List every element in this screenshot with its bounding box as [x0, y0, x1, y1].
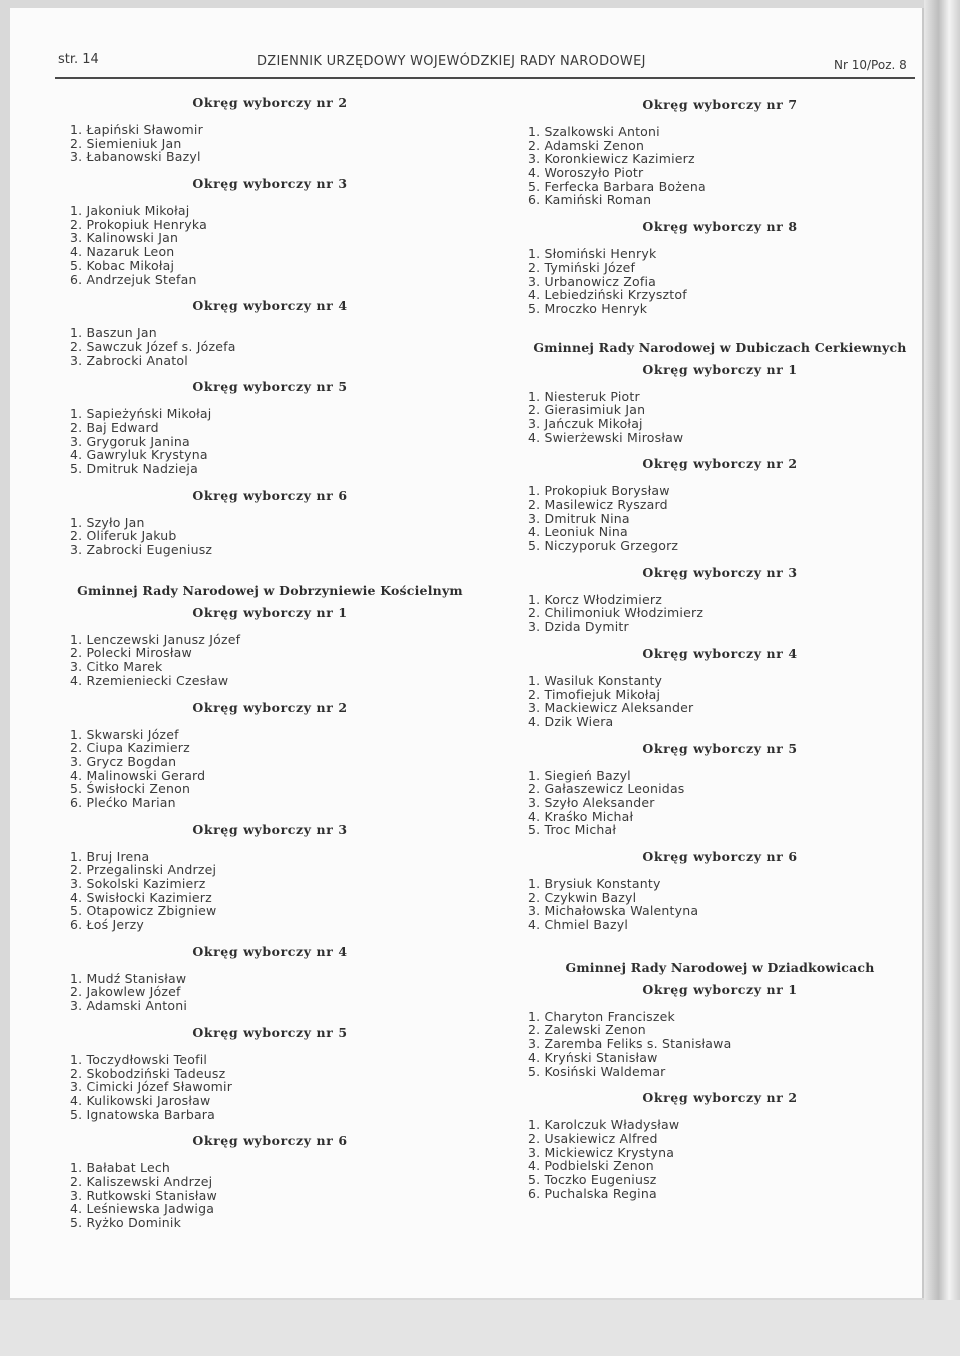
district-block — [528, 457, 912, 552]
candidate-name: 2. Ciupa Kazimierz — [70, 740, 190, 756]
candidate-list — [70, 204, 470, 286]
candidate-name: 2. Gierasimiuk Jan — [528, 402, 646, 418]
candidate-name: 5. Ferfecka Barbara Bożena — [528, 178, 706, 194]
candidate-name: 4. Woroszyło Piotr — [528, 165, 644, 181]
district-heading: Okręg wyborczy nr 5 — [192, 379, 348, 395]
candidate-name: 3. Dmitruk Nina — [528, 510, 630, 526]
district-block — [70, 177, 470, 286]
district-block — [528, 647, 912, 729]
candidate-name: 3. Mickiewicz Krystyna — [528, 1144, 675, 1160]
candidate-name: 4. Swierżewski Mirosław — [528, 429, 684, 445]
district-block — [528, 983, 912, 1078]
candidate-name: 3. Cimicki Józef Sławomir — [70, 1079, 233, 1095]
candidate-name: 5. Kosiński Waldemar — [528, 1063, 666, 1079]
candidate-name: 1. Lenczewski Janusz Józef — [70, 631, 241, 647]
candidate-name: 2. Chilimoniuk Włodzimierz — [528, 605, 704, 621]
candidate-list — [70, 123, 470, 164]
candidate-list — [528, 593, 912, 634]
candidate-name: 3. Zaremba Feliks s. Stanisława — [528, 1036, 732, 1052]
district-heading: Okręg wyborczy nr 3 — [192, 821, 348, 837]
candidate-name: 5. Ignatowska Barbara — [70, 1106, 216, 1122]
candidate-name: 2. Sawczuk Józef s. Józefa — [70, 338, 236, 354]
candidate-name: 1. Karolczuk Władysław — [528, 1117, 680, 1133]
candidate-name: 3. Kalinowski Jan — [70, 230, 179, 246]
candidate-list — [70, 850, 470, 932]
district-block — [70, 489, 470, 557]
district-heading: Okręg wyborczy nr 6 — [192, 487, 348, 503]
candidate-name: 1. Siegień Bazyl — [528, 767, 631, 783]
district-block — [528, 1091, 912, 1200]
candidate-list — [70, 1053, 470, 1121]
candidate-name: 2. Gałaszewicz Leonidas — [528, 781, 685, 797]
candidate-name: 4. Chmiel Bazyl — [528, 917, 629, 933]
candidate-name: 3. Zabrocki Anatol — [70, 352, 188, 368]
candidate-name: 1. Bruj Irena — [70, 848, 150, 864]
candidate-name: 5. Dmitruk Nadzieja — [70, 461, 198, 476]
candidate-list — [70, 326, 470, 367]
council-heading: Gminnej Rady Narodowej w Dziadkowicach — [565, 959, 875, 975]
candidate-name: 3. Urbanowicz Zofia — [528, 273, 657, 289]
district-heading: Okręg wyborczy nr 1 — [642, 981, 798, 997]
candidate-list — [70, 972, 470, 1013]
candidate-name: 2. Prokopiuk Henryka — [70, 216, 207, 232]
candidate-name: 2. Kaliszewski Andrzej — [70, 1173, 213, 1189]
candidate-name: 2. Przegalinski Andrzej — [70, 862, 217, 878]
candidate-list — [528, 1118, 912, 1200]
candidate-name: 4. Swisłocki Kazimierz — [70, 889, 212, 905]
candidate-name: 4. Malinowski Gerard — [70, 767, 206, 783]
district-block — [70, 299, 470, 367]
candidate-list — [528, 484, 912, 552]
candidate-name: 1. Szalkowski Antoni — [528, 124, 660, 139]
council-heading: Gminnej Rady Narodowej w Dobrzyniewie Kościelnym — [77, 582, 463, 598]
candidate-name: 2. Siemieniuk Jan — [70, 135, 182, 151]
candidate-name: 4. Kulikowski Jarosław — [70, 1092, 211, 1108]
council-heading: Gminnej Rady Narodowej w Dubiczach Cerkiewnych — [533, 339, 907, 355]
candidate-list — [70, 633, 470, 688]
page-header — [0, 0, 960, 90]
candidate-name: 2. Oliferuk Jakub — [70, 528, 177, 544]
candidate-name: 3. Zabrocki Eugeniusz — [70, 542, 213, 558]
journal-title: DZIENNIK URZĘDOWY WOJEWÓDZKIEJ RADY NARODOWEJ — [257, 54, 646, 69]
candidate-name: 6. Andrzejuk Stefan — [70, 271, 197, 287]
candidate-name: 2. Baj Edward — [70, 419, 159, 435]
candidate-name: 3. Dzida Dymitr — [528, 619, 629, 635]
candidate-list — [528, 125, 912, 207]
candidate-name: 3. Mackiewicz Aleksander — [528, 700, 694, 716]
district-heading: Okręg wyborczy nr 2 — [192, 95, 348, 110]
candidate-name: 1. Sapieżyński Mikołaj — [70, 406, 212, 422]
candidate-name: 5. Toczko Eugeniusz — [528, 1171, 657, 1187]
candidate-name: 3. Łabanowski Bazyl — [70, 149, 201, 165]
candidate-name: 4. Dzik Wiera — [528, 713, 614, 729]
candidate-name: 1. Jakoniuk Mikołaj — [70, 203, 190, 219]
candidate-name: 1. Łapiński Sławomir — [70, 122, 203, 137]
district-block — [70, 96, 470, 164]
candidate-name: 4. Kryński Stanisław — [528, 1049, 658, 1065]
candidate-name: 5. Kobac Mikołaj — [70, 257, 175, 273]
candidate-name: 4. Leoniuk Nina — [528, 524, 628, 540]
district-block — [70, 823, 470, 932]
district-block — [528, 566, 912, 634]
candidate-name: 3. Grycz Bogdan — [70, 753, 177, 769]
candidate-name: 5. Ryżko Dominik — [70, 1215, 182, 1230]
district-heading: Okręg wyborczy nr 4 — [192, 298, 348, 314]
candidate-name: 1. Toczydłowski Teofil — [70, 1051, 208, 1067]
candidate-name: 1. Brysiuk Konstanty — [528, 876, 661, 891]
candidate-list — [528, 390, 912, 445]
candidate-name: 2. Jakowlew Józef — [70, 984, 181, 1000]
candidate-name: 6. Kamiński Roman — [528, 192, 652, 208]
candidate-list — [70, 516, 470, 557]
candidate-name: 4. Leśniewska Jadwiga — [70, 1201, 215, 1217]
candidate-name: 4. Nazaruk Leon — [70, 244, 175, 260]
candidate-name: 1. Prokopiuk Borysław — [528, 483, 670, 499]
candidate-name: 3. Szyło Aleksander — [528, 794, 655, 810]
district-heading: Okręg wyborczy nr 4 — [192, 943, 348, 959]
candidate-name: 3. Jańczuk Mikołaj — [528, 415, 643, 431]
candidate-name: 2. Tymiński Józef — [528, 259, 636, 275]
candidate-name: 2. Czykwin Bazyl — [528, 889, 637, 905]
candidate-name: 5. Niczyporuk Grzegorz — [528, 538, 679, 554]
district-heading: Okręg wyborczy nr 2 — [642, 1090, 798, 1106]
issue-number: Nr 10/Poz. 8 — [834, 58, 907, 72]
candidate-list — [70, 1161, 470, 1229]
scan-edge — [924, 0, 960, 1356]
district-heading: Okręg wyborczy nr 4 — [642, 645, 798, 661]
district-heading: Okręg wyborczy nr 1 — [642, 361, 798, 377]
candidate-name: 4. Kraśko Michał — [528, 808, 634, 824]
district-block — [528, 98, 912, 207]
district-heading: Okręg wyborczy nr 7 — [642, 97, 798, 112]
candidate-name: 2. Masilewicz Ryszard — [528, 497, 668, 512]
candidate-name: 4. Rzemieniecki Czesław — [70, 672, 229, 688]
candidate-name: 3. Grygoruk Janina — [70, 433, 190, 449]
candidate-name: 1. Bałabat Lech — [70, 1160, 171, 1176]
candidate-list — [528, 877, 912, 932]
candidate-name: 1. Charyton Franciszek — [528, 1008, 675, 1024]
candidate-list — [528, 1010, 912, 1078]
candidate-name: 1. Niesteruk Piotr — [528, 388, 640, 404]
district-heading: Okręg wyborczy nr 3 — [642, 564, 798, 580]
district-heading: Okręg wyborczy nr 2 — [192, 699, 348, 715]
candidate-name: 2. Usakiewicz Alfred — [528, 1130, 658, 1146]
candidate-name: 3. Rutkowski Stanisław — [70, 1187, 217, 1203]
district-block — [528, 850, 912, 932]
district-heading: Okręg wyborczy nr 8 — [642, 219, 798, 235]
candidate-name: 4. Podbielski Zenon — [528, 1158, 654, 1174]
candidate-list — [528, 247, 912, 315]
district-heading: Okręg wyborczy nr 2 — [642, 456, 798, 472]
candidate-name: 1. Szyło Jan — [70, 514, 145, 530]
district-heading: Okręg wyborczy nr 5 — [642, 740, 798, 756]
district-block — [70, 1026, 470, 1121]
page-number: str. 14 — [58, 52, 99, 67]
candidate-name: 1. Słomiński Henryk — [528, 246, 657, 262]
candidate-list — [528, 769, 912, 837]
candidate-name: 2. Adamski Zenon — [528, 137, 645, 153]
district-heading: Okręg wyborczy nr 6 — [642, 849, 798, 864]
district-block — [528, 220, 912, 315]
candidate-name: 6. Puchalska Regina — [528, 1185, 657, 1201]
candidate-name: 3. Michałowska Walentyna — [528, 903, 699, 919]
candidate-name: 6. Plećko Marian — [70, 794, 176, 810]
candidate-name: 3. Citko Marek — [70, 659, 163, 675]
candidate-name: 3. Koronkiewicz Kazimierz — [528, 151, 695, 167]
scan-bottom-margin — [0, 1300, 960, 1356]
candidate-list — [70, 407, 470, 475]
candidate-name: 4. Gawryluk Krystyna — [70, 447, 208, 463]
district-block — [70, 701, 470, 810]
candidate-name: 5. Świsłocki Zenon — [70, 781, 191, 797]
candidate-name: 4. Lebiedziński Krzysztof — [528, 287, 687, 303]
district-block — [70, 1134, 470, 1229]
district-block — [528, 363, 912, 445]
candidate-name: 5. Troc Michał — [528, 822, 617, 838]
candidate-name: 1. Skwarski Józef — [70, 726, 179, 742]
candidate-name: 5. Otapowicz Zbigniew — [70, 903, 217, 919]
candidate-name: 1. Korcz Włodzimierz — [528, 591, 662, 607]
district-block — [70, 945, 470, 1013]
candidate-name: 2. Zalewski Zenon — [528, 1022, 646, 1038]
district-block — [70, 606, 470, 688]
candidate-name: 5. Mroczko Henryk — [528, 300, 648, 316]
district-block — [528, 742, 912, 837]
candidate-name: 2. Skobodziński Tadeusz — [70, 1065, 226, 1081]
candidate-name: 2. Timofiejuk Mikołaj — [528, 686, 661, 702]
header-rule — [55, 77, 915, 79]
district-heading: Okręg wyborczy nr 6 — [192, 1133, 348, 1149]
candidate-name: 3. Sokolski Kazimierz — [70, 876, 206, 891]
candidate-name: 3. Adamski Antoni — [70, 998, 188, 1014]
candidate-list — [528, 674, 912, 729]
candidate-name: 1. Wasiluk Konstanty — [528, 672, 663, 688]
district-heading: Okręg wyborczy nr 3 — [192, 176, 348, 192]
candidate-name: 6. Łoś Jerzy — [70, 917, 144, 933]
right-column — [528, 98, 912, 1200]
candidate-list — [70, 728, 470, 810]
candidate-name: 1. Baszun Jan — [70, 325, 157, 341]
left-column — [70, 96, 470, 1230]
candidate-name: 2. Polecki Mirosław — [70, 645, 192, 661]
district-block — [70, 380, 470, 475]
district-heading: Okręg wyborczy nr 5 — [192, 1024, 348, 1040]
district-heading: Okręg wyborczy nr 1 — [192, 604, 348, 620]
candidate-name: 1. Mudź Stanisław — [70, 970, 187, 986]
